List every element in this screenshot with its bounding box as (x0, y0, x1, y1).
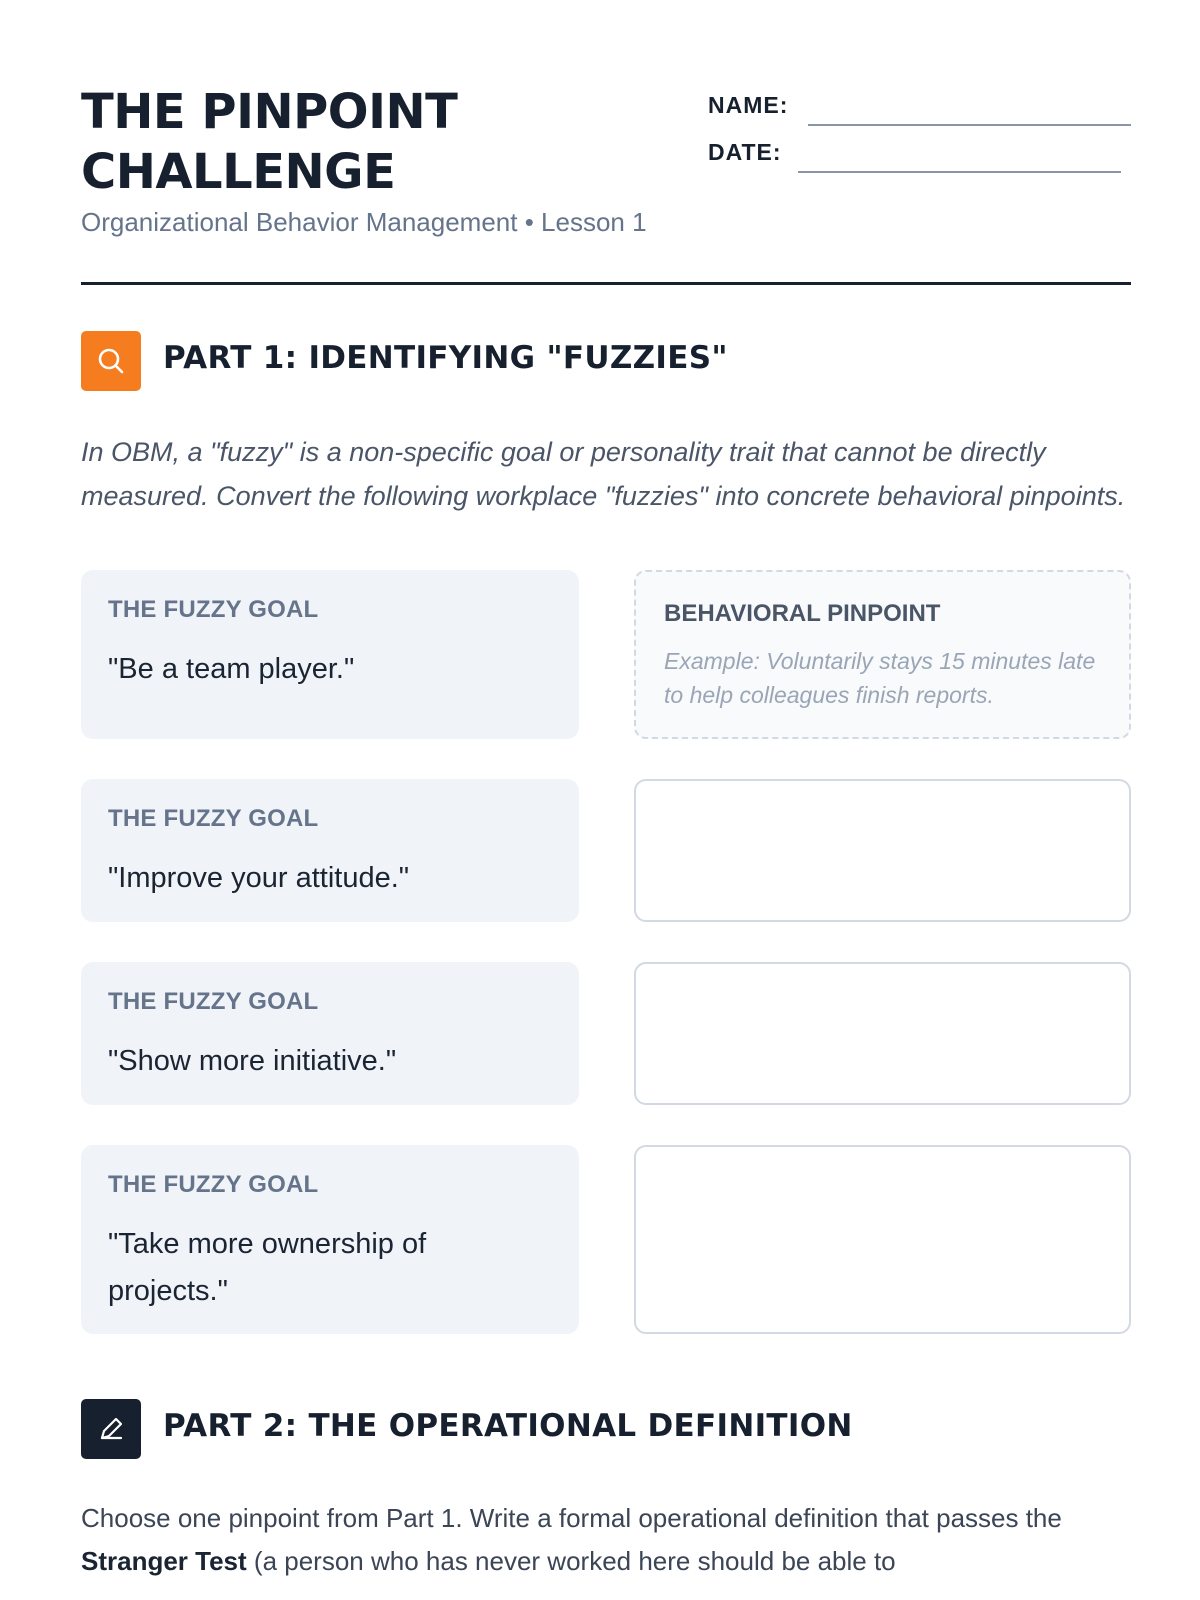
pinpoint-answer-box[interactable] (634, 779, 1131, 922)
page-subtitle: Organizational Behavior Management • Lesson 1 (81, 207, 647, 237)
fuzzy-goal-card (81, 962, 579, 1105)
part2-header (81, 1399, 1131, 1459)
page-title: THE PINPOINT CHALLENGE (81, 84, 458, 200)
header-divider (81, 282, 1131, 285)
part2-text-before: Choose one pinpoint from Part 1. Write a formal operational definition that passes the (81, 1503, 1062, 1533)
pinpoint-row (81, 779, 1131, 922)
worksheet-page (81, 0, 1131, 1600)
fuzzy-goal-label: THE FUZZY GOAL (108, 596, 319, 623)
fuzzy-goal-card (81, 779, 579, 922)
date-label: DATE: (708, 139, 782, 165)
fuzzy-goal-text: "Take more ownership of projects." (108, 1228, 427, 1307)
part1-header (81, 331, 1131, 391)
search-icon (81, 331, 141, 391)
pen-icon (81, 1399, 141, 1459)
pinpoint-example-text: Example: Voluntarily stays 15 minutes late to help colleagues finish reports. (664, 648, 1096, 708)
fuzzy-goal-card (81, 570, 579, 739)
fuzzy-goal-label: THE FUZZY GOAL (108, 988, 319, 1015)
pinpoint-row (81, 1145, 1131, 1334)
fuzzy-goal-label: THE FUZZY GOAL (108, 1171, 319, 1198)
fuzzy-goal-text: "Improve your attitude." (108, 862, 410, 894)
pinpoint-answer-box[interactable] (634, 962, 1131, 1105)
fuzzy-goal-text: "Show more initiative." (108, 1045, 397, 1077)
stranger-test-term: Stranger Test (81, 1546, 247, 1576)
worksheet-header (81, 82, 1131, 287)
part2-title: PART 2: THE OPERATIONAL DEFINITION (163, 1408, 853, 1444)
name-label: NAME: (708, 92, 789, 118)
pinpoint-row (81, 962, 1131, 1105)
fuzzy-goal-text: "Be a team player." (108, 653, 355, 685)
pinpoint-answer-box[interactable] (634, 1145, 1131, 1334)
part2-text-after: (a person who has never worked here should be able to (246, 1546, 896, 1576)
pinpoint-row (81, 570, 1131, 739)
name-input-line[interactable] (808, 124, 1131, 126)
date-input-line[interactable] (798, 171, 1121, 173)
part2-instructions (81, 1497, 1131, 1583)
fuzzy-goal-label: THE FUZZY GOAL (108, 805, 319, 832)
pinpoint-example-box (634, 570, 1131, 739)
part1-title: PART 1: IDENTIFYING "FUZZIES" (163, 340, 728, 376)
fuzzy-goal-card (81, 1145, 579, 1334)
behavioral-pinpoint-label: BEHAVIORAL PINPOINT (664, 600, 941, 627)
part1-intro: In OBM, a "fuzzy" is a non-specific goal or personality trait that cannot be directly measured. Convert the following workplace "fuzzies" into concrete behavioral pinpoints. (81, 437, 1126, 511)
